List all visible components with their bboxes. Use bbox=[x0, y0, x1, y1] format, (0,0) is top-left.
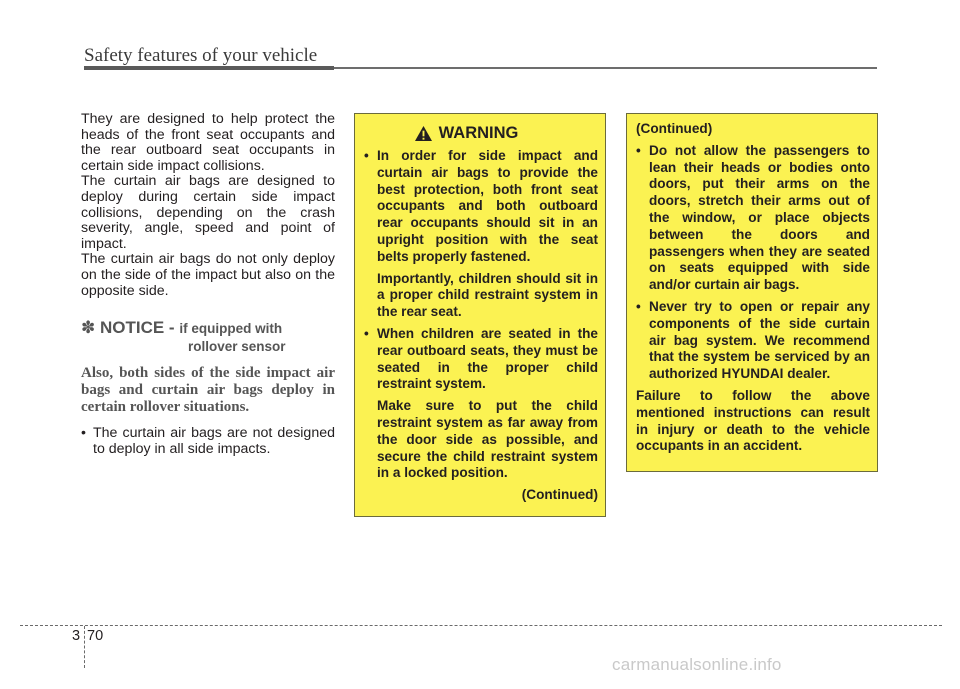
left-column bbox=[81, 112, 335, 457]
notice-heading bbox=[81, 319, 335, 338]
header-rule bbox=[84, 66, 877, 70]
continued-bullet-2-text: Never try to open or repair any components of the side curtain air bag system. We recommend that the system be serviced by an authorized HYUNDAI dealer. bbox=[649, 298, 870, 382]
footer-rule bbox=[20, 625, 942, 626]
continued-bullet-2 bbox=[636, 299, 870, 383]
bullet-dot: • bbox=[364, 148, 369, 163]
warning-bullet-1-cont: Importantly, children should sit in a proper child restraint system in the rear seat. bbox=[377, 270, 598, 320]
watermark: carmanualsonline.info bbox=[612, 655, 782, 674]
header-rule-light bbox=[334, 67, 877, 69]
chapter-number: 3 bbox=[72, 628, 81, 644]
left-bullet-text: The curtain air bags are not designed to deploy in all side impacts. bbox=[93, 425, 335, 457]
notice-star-icon: ✽ bbox=[81, 318, 96, 338]
continued-closing: Failure to follow the above mentioned instructions can result in injury or death to the vehicle occupants in an accident. bbox=[636, 387, 870, 454]
warning-title: WARNING bbox=[438, 124, 519, 142]
paragraph-1: They are designed to help protect the heads of the front seat occupants and the rear outboard seat occupants in certain side impact collisions. bbox=[81, 111, 335, 174]
notice-sub-2: rollover sensor bbox=[188, 339, 286, 355]
warning-bullet-1 bbox=[364, 148, 598, 266]
notice-sub-1: if equipped with bbox=[179, 321, 283, 337]
page-number bbox=[72, 628, 103, 644]
continued-heading: (Continued) bbox=[636, 121, 713, 136]
warning-bullet-2 bbox=[364, 326, 598, 393]
paragraph-3: The curtain air bags do not only deploy on the side of the impact but also on the opposite side. bbox=[81, 251, 335, 299]
bullet-dot: • bbox=[81, 425, 86, 442]
continued-box bbox=[626, 113, 878, 472]
warning-bullet-1-text: In order for side impact and curtain air bags to provide the best protection, both front seat occupants and both outboard rear occupants should sit in an upright position with the seat belts properly fastened. bbox=[377, 148, 598, 264]
notice-text: Also, both sides of the side impact air bags and curtain air bags deploy in certain rollover situations. bbox=[81, 365, 335, 416]
header-rule-dark bbox=[84, 66, 334, 70]
bullet-dot: • bbox=[636, 298, 641, 314]
page-number-value: 70 bbox=[87, 628, 104, 644]
continued-bullet-1-text: Do not allow the passengers to lean their heads or bodies onto doors, put their arms on the doors, stretch their arms out of the window, or place objects between the doors and passengers when they are seated on seats equipped with side and/or curtain air bags. bbox=[649, 142, 870, 293]
warning-box bbox=[354, 113, 606, 517]
left-bullet bbox=[81, 426, 335, 457]
paragraph-2: The curtain air bags are designed to deploy during certain side impact collisions, depending on the crash severity, angle, speed and point of impact. bbox=[81, 173, 335, 252]
warning-continued: (Continued) bbox=[521, 487, 598, 503]
notice-label: NOTICE - bbox=[99, 318, 180, 338]
page-header-title: Safety features of your vehicle bbox=[84, 45, 318, 66]
continued-bullet-1 bbox=[636, 143, 870, 294]
warning-bullet-2-cont: Make sure to put the child restraint system as far away from the door side as possible, and secure the child restraint system in a locked position. bbox=[377, 398, 598, 481]
warning-bullet-2-text: When children are seated in the rear outboard seats, they must be seated in the proper child restraint system. bbox=[377, 325, 598, 392]
warning-heading bbox=[364, 122, 598, 144]
warning-triangle-icon bbox=[414, 125, 433, 142]
bullet-dot: • bbox=[636, 142, 641, 158]
bullet-dot: • bbox=[364, 325, 369, 341]
